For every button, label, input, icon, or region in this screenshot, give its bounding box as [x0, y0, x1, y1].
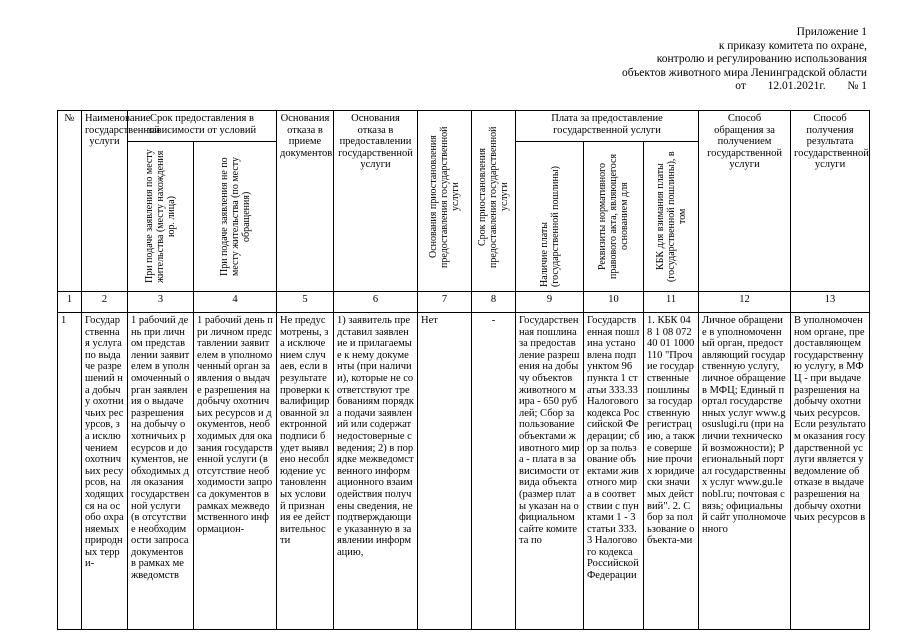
col-number: 6 — [334, 292, 418, 313]
header-suspend-term: Срок приостановления предоставления государственной услуги — [472, 111, 516, 292]
cell-term-residence: 1 рабочий день при личном представлении заявителем в уполномоченный орган заявления о выдаче разрешения на добычу охотничьих ресурсов и документов, необходимых для оказания государственной услуги (в отсутствие необходимости запроса документов в рамках межведомств — [128, 313, 194, 630]
header-service-name: Наименование государственной услуги — [82, 111, 128, 292]
header-term-residence: При подаче заявления по месту жительства (месту нахождения юр. лица) — [128, 142, 194, 292]
appendix-line-order: к приказу комитета по охране, — [718, 39, 867, 52]
cell-fee-presence: Государственная пошлина за предоставление разрешения на добычу объектов животного мира - 650 рублей; Сбор за пользование объектами животного мира - плата в зависимости от вида объекта (размер платы указан на официальном сайте комитета по — [516, 313, 584, 630]
header-refusal-service: Основания отказа в предоставлении государственной услуги — [334, 111, 418, 292]
header-term-nonresidence: При подаче заявления не по месту жительства (по месту обращения) — [194, 142, 277, 292]
order-date: 12.01.2021г. — [767, 80, 826, 92]
col-number: 13 — [791, 292, 870, 313]
col-number: 2 — [82, 292, 128, 313]
table-row — [58, 313, 870, 630]
col-number: 5 — [277, 292, 334, 313]
cell-term-nonresidence: 1 рабочий день при личном представлении заявителем в уполномоченный орган заявления о выдаче разрешения на добычу охотничьих ресурсов и документов, необходимых для оказания государственной услуги (в отсутствие необходимости запроса документов в рамках межведомственного информацион- — [194, 313, 277, 630]
order-number: № 1 — [847, 80, 867, 92]
header-num: № — [58, 111, 82, 292]
appendix-date-line — [527, 80, 867, 94]
col-number: 11 — [644, 292, 699, 313]
col-number: 9 — [516, 292, 584, 313]
col-number: 12 — [699, 292, 791, 313]
appendix-line-committee: контролю и регулированию использования — [656, 53, 867, 65]
cell-suspend-grounds: Нет — [418, 313, 472, 630]
col-number: 8 — [472, 292, 516, 313]
appendix-header — [527, 26, 867, 94]
header-suspend-grounds: Основания приостановления предоставления государственной услуги — [418, 111, 472, 292]
cell-num: 1 — [58, 313, 82, 630]
col-number: 7 — [418, 292, 472, 313]
header-fee: Плата за предоставление государственной услуги — [516, 111, 699, 142]
header-result-method: Способ получения результата государственной услуги — [791, 111, 870, 292]
col-number: 10 — [584, 292, 644, 313]
cell-apply-method: Личное обращение в уполномоченный орган, предоставляющий государственную услугу, личное обращение в МФЦ; Единый портал государственных услуг www.gosuslugi.ru (при наличии технической возможности); Региональный портал государственных услуг www.gu.lenobl.ru; почтовая связь; официальный сайт уполномоченного — [699, 313, 791, 630]
header-term: Срок предоставления в зависимости от условий — [128, 111, 277, 142]
cell-result-method: В уполномоченном органе, предоставляющем государственную услугу, в МФЦ - при выдаче разрешения на добычу охотничьих ресурсов. Если результатом оказания государственной услуги является уведомление об отказе в выдаче разрешения на добычу охотничьих ресурсов в — [791, 313, 870, 630]
cell-service-name: Государственная услуга по выдаче разрешений на добычу охотничьих ресурсов, за исключением охотничьих ресурсов, находящихся на особо охраняемых природных терри- — [82, 313, 128, 630]
header-row — [58, 111, 870, 142]
col-number: 4 — [194, 292, 277, 313]
appendix-line-region: объектов животного мира Ленинградской области — [622, 66, 867, 79]
services-table — [57, 110, 870, 630]
appendix-title: Приложение 1 — [796, 26, 867, 38]
header-fee-presence: Наличие платы (государственной пошлины) — [516, 142, 584, 292]
header-fee-kbk: КБК для взимания платы (государственной пошлины), в том — [644, 142, 699, 292]
cell-fee-kbk: 1. КБК 048 1 08 07240 01 1000 110 "Прочие государственные пошлины за государственную регистрацию, а также совершение прочих юридически значимых действий". 2. Сбор за пользование объекта-ми — [644, 313, 699, 630]
header-apply-method: Способ обращения за получением государственной услуги — [699, 111, 791, 292]
cell-refusal-accept: Не предусмотрены, за исключением случаев, если в результате проверки квалифицированной электронной подписи будет выявлено несоблюдение установленных условий признания ее действительности — [277, 313, 334, 630]
cell-refusal-service: 1) заявитель представил заявление и прилагаемые к нему документы (при наличии), которые не соответствуют требованиям порядка подачи заявлений или содержат недостоверные сведения; 2) в порядке межведомственного информационного взаимодействия получены сведения, не подтверждающие указанную в заявлении информацию, — [334, 313, 418, 630]
column-numbers-row — [58, 292, 870, 313]
col-number: 1 — [58, 292, 82, 313]
cell-suspend-term: - — [472, 313, 516, 630]
col-number: 3 — [128, 292, 194, 313]
header-fee-legal-basis: Реквизиты нормативного правового акта, являющегося основанием для — [584, 142, 644, 292]
cell-fee-legal-basis: Государственная пошлина установлена подпунктом 96 пункта 1 статьи 333.33 Налогового кодекса Российской Федерации; сбор за пользование объектами животного мира в соответствии с пунктами 1 - 3 статьи 333.3 Налогового кодекса Российской Федерации — [584, 313, 644, 630]
date-prefix: от — [735, 80, 746, 92]
header-refusal-accept: Основания отказа в приеме документов — [277, 111, 334, 292]
